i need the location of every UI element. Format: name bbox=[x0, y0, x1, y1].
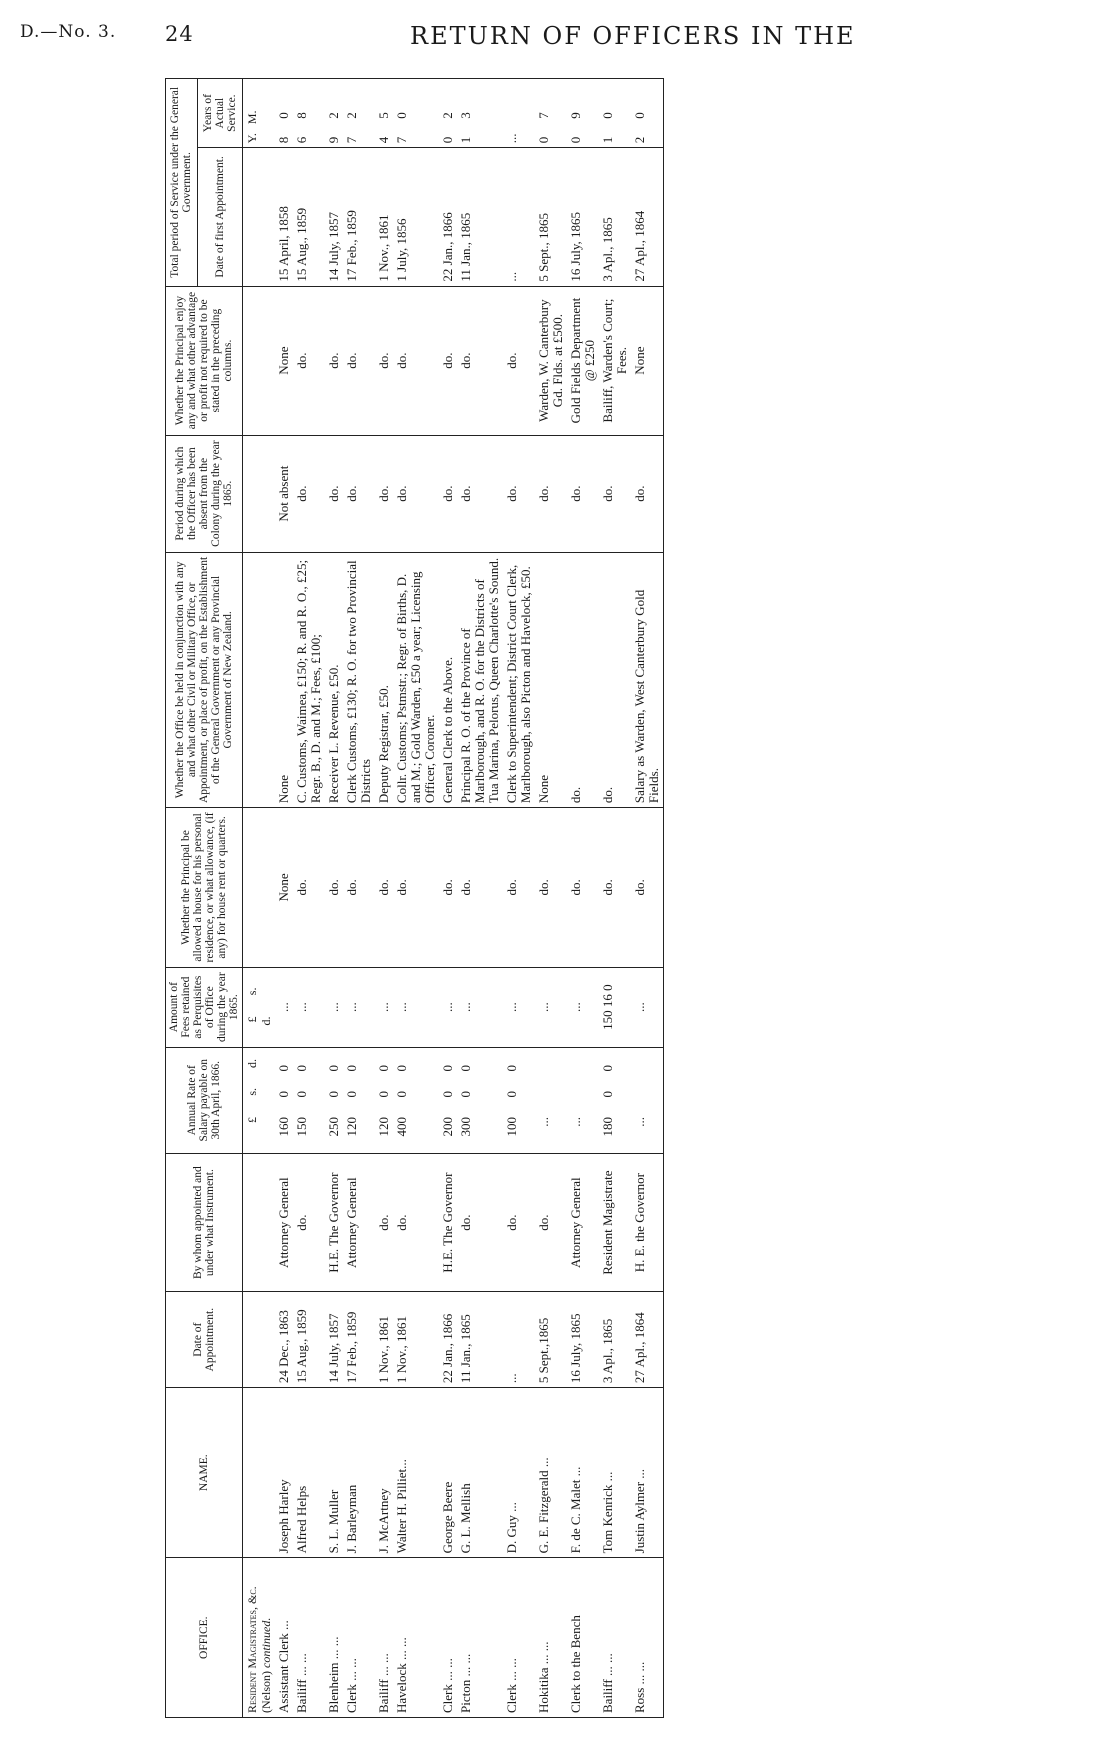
other-office-cell: Clerk Customs, £130; R. O. for two Provincial Districts bbox=[343, 552, 375, 807]
advantage-cell: Bailiff, Warden's Court; Fees. bbox=[599, 286, 631, 435]
salary-units bbox=[243, 1047, 276, 1153]
service-years: ... bbox=[504, 133, 519, 144]
years-cell bbox=[439, 79, 457, 148]
salary-pence: 0 bbox=[504, 1064, 519, 1072]
salary-cell bbox=[393, 1047, 439, 1153]
advantage-cell: do. bbox=[325, 286, 343, 435]
service-years: 1 bbox=[458, 136, 473, 144]
first-appointment-cell: 11 Jan., 1865 bbox=[457, 148, 503, 286]
table-row bbox=[275, 79, 293, 1718]
office-cell: Havelock ... ... bbox=[393, 1558, 439, 1718]
salary-shillings: 0 bbox=[276, 1090, 291, 1098]
table-row bbox=[375, 79, 393, 1718]
fees-cell: ... bbox=[393, 967, 439, 1047]
appointed-by-cell: Attorney General bbox=[567, 1153, 599, 1291]
house-cell: do. bbox=[375, 808, 393, 968]
unit-years: Y. bbox=[245, 133, 259, 144]
first-appointment-cell: 27 Apl., 1864 bbox=[631, 148, 664, 286]
salary-shillings: 0 bbox=[394, 1090, 409, 1098]
table-row bbox=[439, 79, 457, 1718]
salary-cell bbox=[567, 1047, 599, 1153]
name-cell: G. L. Mellish bbox=[457, 1388, 503, 1558]
salary-cell bbox=[343, 1047, 375, 1153]
house-cell: do. bbox=[599, 808, 631, 968]
salary-shillings: 0 bbox=[344, 1090, 359, 1098]
fees-cell: ... bbox=[275, 967, 293, 1047]
salary-cell bbox=[599, 1047, 631, 1153]
advantage-cell: do. bbox=[457, 286, 503, 435]
name-cell: J. McArtney bbox=[375, 1388, 393, 1558]
absent-cell: do. bbox=[631, 435, 664, 552]
date-cell: 27 Apl., 1864 bbox=[631, 1292, 664, 1388]
service-years: 9 bbox=[326, 136, 341, 144]
unit-shilling: s. bbox=[245, 1087, 259, 1096]
service-months: 0 bbox=[394, 112, 409, 119]
date-cell: 11 Jan., 1865 bbox=[457, 1292, 503, 1388]
name-cell: Justin Aylmer ... bbox=[631, 1388, 664, 1558]
years-cell bbox=[535, 79, 567, 148]
service-years: 7 bbox=[344, 136, 359, 144]
other-office-cell: Principal R. O. of the Province of Marlborough, and R. O. for the Districts of Tua Marina, Pelorus, Queen Charlotte's Sound. bbox=[457, 552, 503, 807]
salary-pounds: ... bbox=[536, 1116, 551, 1127]
service-months: 3 bbox=[458, 112, 473, 119]
years-cell bbox=[393, 79, 439, 148]
advantage-cell: do. bbox=[343, 286, 375, 435]
fees-cell: ... bbox=[457, 967, 503, 1047]
advantage-cell: None bbox=[631, 286, 664, 435]
col-years-service: Years of Actual Service. bbox=[197, 79, 242, 148]
appointed-by-cell: Resident Magistrate bbox=[599, 1153, 631, 1291]
date-cell: 22 Jan., 1866 bbox=[439, 1292, 457, 1388]
date-cell: ... bbox=[503, 1292, 535, 1388]
fees-units bbox=[243, 967, 276, 1047]
fees-cell: ... bbox=[325, 967, 343, 1047]
salary-shillings: 0 bbox=[440, 1090, 455, 1098]
absent-cell: do. bbox=[599, 435, 631, 552]
salary-pence: 0 bbox=[276, 1064, 291, 1072]
salary-pounds: 160 bbox=[276, 1116, 291, 1137]
other-office-cell: Salary as Warden, West Canterbury Gold Fields. bbox=[631, 552, 664, 807]
section-title: Resident Magistrates, &c. bbox=[245, 1586, 259, 1713]
years-cell bbox=[503, 79, 535, 148]
salary-cell bbox=[293, 1047, 325, 1153]
table-row bbox=[293, 79, 325, 1718]
name-cell: George Beere bbox=[439, 1388, 457, 1558]
years-cell bbox=[631, 79, 664, 148]
service-months: 2 bbox=[440, 112, 455, 119]
col-date-appointment: Date of Appointment. bbox=[166, 1292, 243, 1388]
col-total-service: Total period of Service under the General Government. bbox=[166, 79, 198, 287]
section-sub: (Nelson) bbox=[259, 1671, 273, 1713]
advantage-cell: do. bbox=[293, 286, 325, 435]
fees-cell: ... bbox=[343, 967, 375, 1047]
office-cell: Clerk ... ... bbox=[503, 1558, 535, 1718]
return-table-rotated bbox=[165, 78, 995, 1718]
appointed-by-cell: do. bbox=[293, 1153, 325, 1291]
salary-pounds: 180 bbox=[600, 1116, 615, 1137]
first-appointment-cell: 15 Aug., 1859 bbox=[293, 148, 325, 286]
years-cell bbox=[599, 79, 631, 148]
unit-months: M. bbox=[245, 110, 259, 125]
salary-shillings: 0 bbox=[376, 1090, 391, 1098]
house-cell: do. bbox=[457, 808, 503, 968]
absent-cell: do. bbox=[375, 435, 393, 552]
table-row bbox=[457, 79, 503, 1718]
office-cell: Hokitika ... ... bbox=[535, 1558, 567, 1718]
date-cell: 17 Feb., 1859 bbox=[343, 1292, 375, 1388]
appointed-by-cell: do. bbox=[375, 1153, 393, 1291]
service-years: 4 bbox=[376, 136, 391, 144]
service-years: 1 bbox=[600, 136, 615, 144]
office-cell: Picton ... ... bbox=[457, 1558, 503, 1718]
service-months: 0 bbox=[600, 112, 615, 119]
date-cell: 24 Dec., 1863 bbox=[275, 1292, 293, 1388]
other-office-cell: Receiver L. Revenue, £50. bbox=[325, 552, 343, 807]
salary-cell bbox=[275, 1047, 293, 1153]
col-other-office: Whether the Office be held in conjunction with any and what other Civil or Military Office, or Appointment, or place of profit, on the Establishment of the General Government or any Provincial Government of New Zealand. bbox=[166, 552, 243, 807]
years-units bbox=[243, 79, 276, 148]
house-cell: do. bbox=[503, 808, 535, 968]
house-cell: do. bbox=[439, 808, 457, 968]
other-office-cell: Deputy Registrar, £50. bbox=[375, 552, 393, 807]
salary-shillings: 0 bbox=[294, 1090, 309, 1098]
other-office-cell: None bbox=[275, 552, 293, 807]
first-appointment-cell: ... bbox=[503, 148, 535, 286]
date-cell: 1 Nov., 1861 bbox=[393, 1292, 439, 1388]
salary-pence: 0 bbox=[326, 1064, 341, 1072]
col-office: OFFICE. bbox=[166, 1558, 243, 1718]
name-cell: Tom Kenrick ... bbox=[599, 1388, 631, 1558]
advantage-cell: None bbox=[275, 286, 293, 435]
date-cell: 15 Aug., 1859 bbox=[293, 1292, 325, 1388]
salary-pounds: 200 bbox=[440, 1116, 455, 1137]
salary-cell bbox=[503, 1047, 535, 1153]
service-months: 2 bbox=[326, 112, 341, 119]
appointed-by-cell: H.E. The Governor bbox=[439, 1153, 457, 1291]
officers-table bbox=[165, 78, 664, 1718]
salary-cell bbox=[535, 1047, 567, 1153]
name-cell: F. de C. Malet ... bbox=[567, 1388, 599, 1558]
advantage-cell: do. bbox=[393, 286, 439, 435]
salary-pounds: 100 bbox=[504, 1116, 519, 1137]
absent-cell: do. bbox=[343, 435, 375, 552]
section-cell bbox=[243, 1558, 276, 1718]
salary-cell bbox=[631, 1047, 664, 1153]
salary-shillings: 0 bbox=[458, 1090, 473, 1098]
col-fees: Amount of Fees retained as Perquisites of Office during the year 1865. bbox=[166, 967, 243, 1047]
table-row bbox=[631, 79, 664, 1718]
office-cell: Assistant Clerk ... bbox=[275, 1558, 293, 1718]
years-cell bbox=[343, 79, 375, 148]
house-cell: None bbox=[275, 808, 293, 968]
service-years: 2 bbox=[632, 136, 647, 144]
other-office-cell: C. Customs, Waimea, £150; R. and R. O., £25; Regr. B., D. and M.; Fees, £100; bbox=[293, 552, 325, 807]
page-title: RETURN OF OFFICERS IN THE bbox=[410, 22, 856, 50]
salary-pence: 0 bbox=[376, 1064, 391, 1072]
house-cell: do. bbox=[535, 808, 567, 968]
salary-pounds: 120 bbox=[376, 1116, 391, 1137]
fees-cell: ... bbox=[375, 967, 393, 1047]
house-cell: do. bbox=[293, 808, 325, 968]
other-office-cell: Collr. Customs; Pstmstr.; Regr. of Births, D. and M.; Gold Warden, £50 a year; Licensing Officer, Coroner. bbox=[393, 552, 439, 807]
first-appointment-cell: 14 July, 1857 bbox=[325, 148, 343, 286]
office-cell: Bailiff ... ... bbox=[599, 1558, 631, 1718]
salary-pence: 0 bbox=[294, 1064, 309, 1072]
service-years: 6 bbox=[294, 136, 309, 144]
date-cell: 16 July, 1865 bbox=[567, 1292, 599, 1388]
years-cell bbox=[293, 79, 325, 148]
salary-cell bbox=[325, 1047, 343, 1153]
page-number: 24 bbox=[165, 22, 194, 46]
salary-cell bbox=[439, 1047, 457, 1153]
unit-pound: £ bbox=[245, 1116, 259, 1123]
appointed-by-cell: do. bbox=[457, 1153, 503, 1291]
salary-pounds: 120 bbox=[344, 1116, 359, 1137]
first-appointment-cell: 15 April, 1858 bbox=[275, 148, 293, 286]
salary-pence: 0 bbox=[600, 1064, 615, 1072]
fees-cell: 150 16 0 bbox=[599, 967, 631, 1047]
fees-cell: ... bbox=[293, 967, 325, 1047]
date-cell: 14 July, 1857 bbox=[325, 1292, 343, 1388]
name-cell: J. Barleyman bbox=[343, 1388, 375, 1558]
office-cell: Blenheim ... ... bbox=[325, 1558, 343, 1718]
advantage-cell: do. bbox=[375, 286, 393, 435]
appointed-by-cell: Attorney General bbox=[275, 1153, 293, 1291]
first-appointment-cell: 22 Jan., 1866 bbox=[439, 148, 457, 286]
appointed-by-cell: Attorney General bbox=[343, 1153, 375, 1291]
document-reference: D.—No. 3. bbox=[20, 22, 117, 42]
office-cell: Clerk ... ... bbox=[343, 1558, 375, 1718]
name-cell: Walter H. Pilliet... bbox=[393, 1388, 439, 1558]
office-cell: Clerk to the Bench bbox=[567, 1558, 599, 1718]
salary-pounds: 150 bbox=[294, 1116, 309, 1137]
service-months: 0 bbox=[632, 112, 647, 119]
office-cell: Clerk ... ... bbox=[439, 1558, 457, 1718]
unit-shilling: s. bbox=[245, 987, 259, 996]
unit-pence: d. bbox=[259, 1016, 273, 1026]
unit-pence: d. bbox=[245, 1058, 259, 1068]
section-cont: continued. bbox=[259, 1617, 273, 1668]
service-months: 8 bbox=[294, 112, 309, 119]
units-row bbox=[243, 79, 276, 1718]
first-appointment-cell: 17 Feb., 1859 bbox=[343, 148, 375, 286]
office-cell: Bailiff ... ... bbox=[375, 1558, 393, 1718]
absent-cell: Not absent bbox=[275, 435, 293, 552]
salary-pence: 0 bbox=[344, 1064, 359, 1072]
salary-pence: 0 bbox=[440, 1064, 455, 1072]
house-cell: do. bbox=[393, 808, 439, 968]
table-row bbox=[503, 79, 535, 1718]
absent-cell: do. bbox=[567, 435, 599, 552]
table-row bbox=[535, 79, 567, 1718]
other-office-cell: do. bbox=[567, 552, 599, 807]
table-row bbox=[599, 79, 631, 1718]
service-months: 2 bbox=[344, 112, 359, 119]
col-first-appointment: Date of first Appointment. bbox=[197, 148, 242, 286]
appointed-by-cell: do. bbox=[503, 1153, 535, 1291]
salary-shillings: 0 bbox=[504, 1090, 519, 1098]
first-appointment-cell: 16 July, 1865 bbox=[567, 148, 599, 286]
absent-cell: do. bbox=[293, 435, 325, 552]
absent-cell: do. bbox=[325, 435, 343, 552]
table-row bbox=[343, 79, 375, 1718]
name-cell: Joseph Harley bbox=[275, 1388, 293, 1558]
salary-shillings: 0 bbox=[326, 1090, 341, 1098]
years-cell bbox=[375, 79, 393, 148]
salary-pounds: 300 bbox=[458, 1116, 473, 1137]
house-cell: do. bbox=[567, 808, 599, 968]
unit-pound: £ bbox=[245, 1016, 259, 1023]
advantage-cell: Gold Fields Department @ £250 bbox=[567, 286, 599, 435]
date-cell: 5 Sept.,1865 bbox=[535, 1292, 567, 1388]
years-cell bbox=[567, 79, 599, 148]
absent-cell: do. bbox=[439, 435, 457, 552]
absent-cell: do. bbox=[503, 435, 535, 552]
first-appointment-cell: 5 Sept., 1865 bbox=[535, 148, 567, 286]
fees-cell: ... bbox=[503, 967, 535, 1047]
salary-pounds: ... bbox=[568, 1116, 583, 1127]
service-years: 0 bbox=[568, 136, 583, 144]
advantage-cell: do. bbox=[439, 286, 457, 435]
name-cell: D. Guy ... bbox=[503, 1388, 535, 1558]
table-row bbox=[393, 79, 439, 1718]
service-years: 0 bbox=[536, 136, 551, 144]
fees-cell: ... bbox=[631, 967, 664, 1047]
service-years: 0 bbox=[440, 136, 455, 144]
date-cell: 1 Nov., 1861 bbox=[375, 1292, 393, 1388]
other-office-cell: None bbox=[535, 552, 567, 807]
date-cell: 3 Apl., 1865 bbox=[599, 1292, 631, 1388]
other-office-cell: General Clerk to the Above. bbox=[439, 552, 457, 807]
absent-cell: do. bbox=[535, 435, 567, 552]
salary-cell bbox=[375, 1047, 393, 1153]
advantage-cell: do. bbox=[503, 286, 535, 435]
other-office-cell: do. bbox=[599, 552, 631, 807]
fees-cell: ... bbox=[439, 967, 457, 1047]
service-months: 0 bbox=[276, 112, 291, 119]
appointed-by-cell: H. E. the Governor bbox=[631, 1153, 664, 1291]
house-cell: do. bbox=[343, 808, 375, 968]
name-cell: Alfred Helps bbox=[293, 1388, 325, 1558]
service-years: 8 bbox=[276, 136, 291, 144]
service-months: 7 bbox=[536, 112, 551, 119]
house-cell: do. bbox=[631, 808, 664, 968]
table-row bbox=[567, 79, 599, 1718]
salary-pence: 0 bbox=[394, 1064, 409, 1072]
office-cell: Ross ... ... bbox=[631, 1558, 664, 1718]
fees-cell: ... bbox=[567, 967, 599, 1047]
col-appointed-by: By whom appointed and under what Instrument. bbox=[166, 1153, 243, 1291]
name-cell: S. L. Muller bbox=[325, 1388, 343, 1558]
absent-cell: do. bbox=[457, 435, 503, 552]
col-name: NAME. bbox=[166, 1388, 243, 1558]
salary-pounds: 250 bbox=[326, 1116, 341, 1137]
appointed-by-cell: H.E. The Governor bbox=[325, 1153, 343, 1291]
col-salary: Annual Rate of Salary payable on 30th April, 1866. bbox=[166, 1047, 243, 1153]
table-row bbox=[325, 79, 343, 1718]
years-cell bbox=[275, 79, 293, 148]
office-cell: Bailiff ... ... bbox=[293, 1558, 325, 1718]
salary-pounds: 400 bbox=[394, 1116, 409, 1137]
first-appointment-cell: 1 Nov., 1861 bbox=[375, 148, 393, 286]
appointed-by-cell: do. bbox=[393, 1153, 439, 1291]
col-absent: Period during which the Officer has been absent from the Colony during the year 1865. bbox=[166, 435, 243, 552]
salary-cell bbox=[457, 1047, 503, 1153]
salary-shillings: 0 bbox=[600, 1090, 615, 1098]
advantage-cell: Warden, W. Canterbury Gd. Flds. at £500. bbox=[535, 286, 567, 435]
salary-pence: 0 bbox=[458, 1064, 473, 1072]
service-months: 9 bbox=[568, 112, 583, 119]
fees-cell: ... bbox=[535, 967, 567, 1047]
service-months: 5 bbox=[376, 112, 391, 119]
service-years: 7 bbox=[394, 136, 409, 144]
col-advantage: Whether the Principal enjoy any and what other advantage or profit not required to be stated in the preceding columns. bbox=[166, 286, 243, 435]
salary-pounds: ... bbox=[632, 1116, 647, 1127]
first-appointment-cell: 1 July, 1856 bbox=[393, 148, 439, 286]
absent-cell: do. bbox=[393, 435, 439, 552]
first-appointment-cell: 3 Apl., 1865 bbox=[599, 148, 631, 286]
house-cell: do. bbox=[325, 808, 343, 968]
other-office-cell: Clerk to Superintendent; District Court Clerk, Marlborough, also Picton and Havelock, £50. bbox=[503, 552, 535, 807]
years-cell bbox=[457, 79, 503, 148]
appointed-by-cell: do. bbox=[535, 1153, 567, 1291]
years-cell bbox=[325, 79, 343, 148]
col-house: Whether the Principal be allowed a house for his personal residence, or what allowance, (if any) for house rent or quarters. bbox=[166, 808, 243, 968]
name-cell: G. E. Fitzgerald ... bbox=[535, 1388, 567, 1558]
